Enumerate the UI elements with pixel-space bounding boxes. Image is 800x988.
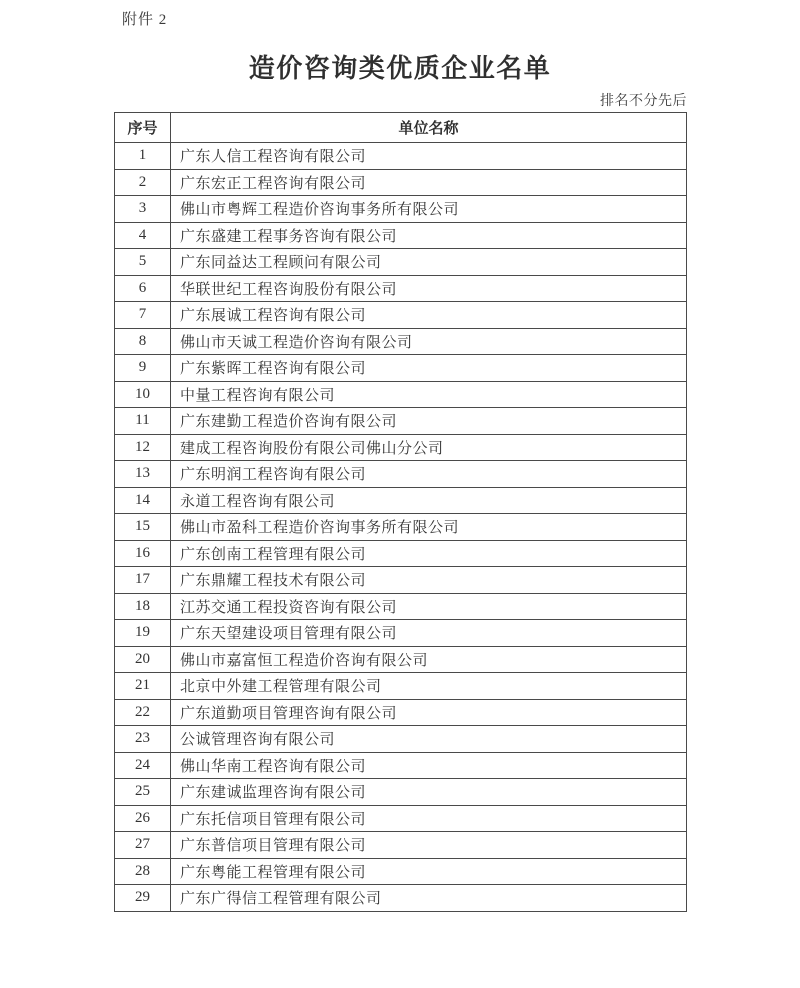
table-body: [115, 143, 687, 912]
company-name-cell: 佛山市天诚工程造价咨询有限公司: [171, 328, 687, 355]
serial-number-cell: 29: [115, 885, 171, 912]
serial-number-cell: 7: [115, 302, 171, 329]
serial-number-cell: 1: [115, 143, 171, 170]
company-name-cell: 广东宏正工程咨询有限公司: [171, 169, 687, 196]
table-row: [115, 487, 687, 514]
table-row: [115, 143, 687, 170]
company-name-cell: 广东鼎耀工程技术有限公司: [171, 567, 687, 594]
serial-number-cell: 6: [115, 275, 171, 302]
serial-number-cell: 28: [115, 858, 171, 885]
serial-number-cell: 5: [115, 249, 171, 276]
table-row: [115, 540, 687, 567]
serial-number-cell: 15: [115, 514, 171, 541]
table-row: [115, 726, 687, 753]
table-row: [115, 646, 687, 673]
page-title: 造价咨询类优质企业名单: [248, 54, 552, 83]
table-row: [115, 885, 687, 912]
serial-number-cell: 14: [115, 487, 171, 514]
serial-number-cell: 10: [115, 381, 171, 408]
serial-number-cell: 18: [115, 593, 171, 620]
company-name-cell: 公诚管理咨询有限公司: [171, 726, 687, 753]
company-name-cell: 广东道勤项目管理咨询有限公司: [171, 699, 687, 726]
company-name-cell: 广东普信项目管理有限公司: [171, 832, 687, 859]
table-row: [115, 355, 687, 382]
company-name-cell: 广东建诚监理咨询有限公司: [171, 779, 687, 806]
serial-number-cell: 16: [115, 540, 171, 567]
table-row: [115, 779, 687, 806]
serial-number-cell: 3: [115, 196, 171, 223]
table-header-row: [115, 113, 687, 143]
company-name-cell: 广东广得信工程管理有限公司: [171, 885, 687, 912]
serial-number-cell: 9: [115, 355, 171, 382]
table-row: [115, 593, 687, 620]
serial-number-cell: 26: [115, 805, 171, 832]
table-row: [115, 328, 687, 355]
serial-number-cell: 27: [115, 832, 171, 859]
company-name-cell: 广东盛建工程事务咨询有限公司: [171, 222, 687, 249]
table-row: [115, 699, 687, 726]
company-name-cell: 永道工程咨询有限公司: [171, 487, 687, 514]
ranking-note: 排名不分先后: [600, 94, 687, 109]
table-row: [115, 461, 687, 488]
serial-number-cell: 17: [115, 567, 171, 594]
company-name-cell: 北京中外建工程管理有限公司: [171, 673, 687, 700]
table-row: [115, 567, 687, 594]
company-name-cell: 江苏交通工程投资咨询有限公司: [171, 593, 687, 620]
company-name-cell: 广东粤能工程管理有限公司: [171, 858, 687, 885]
company-name-cell: 中量工程咨询有限公司: [171, 381, 687, 408]
company-name-cell: 佛山市盈科工程造价咨询事务所有限公司: [171, 514, 687, 541]
company-name-cell: 广东紫晖工程咨询有限公司: [171, 355, 687, 382]
table-row: [115, 275, 687, 302]
company-name-cell: 佛山华南工程咨询有限公司: [171, 752, 687, 779]
table-row: [115, 805, 687, 832]
company-name-cell: 广东明润工程咨询有限公司: [171, 461, 687, 488]
company-name-cell: 广东人信工程咨询有限公司: [171, 143, 687, 170]
serial-number-cell: 13: [115, 461, 171, 488]
company-name-cell: 佛山市粤辉工程造价咨询事务所有限公司: [171, 196, 687, 223]
serial-number-cell: 24: [115, 752, 171, 779]
table-row: [115, 222, 687, 249]
company-name-cell: 佛山市嘉富恒工程造价咨询有限公司: [171, 646, 687, 673]
table-row: [115, 381, 687, 408]
serial-number-cell: 12: [115, 434, 171, 461]
table-row: [115, 620, 687, 647]
serial-number-cell: 25: [115, 779, 171, 806]
serial-number-cell: 4: [115, 222, 171, 249]
table-row: [115, 832, 687, 859]
company-name-cell: 广东创南工程管理有限公司: [171, 540, 687, 567]
company-name-cell: 华联世纪工程咨询股份有限公司: [171, 275, 687, 302]
serial-number-cell: 8: [115, 328, 171, 355]
table-row: [115, 302, 687, 329]
table-row: [115, 196, 687, 223]
table-row: [115, 169, 687, 196]
table-row: [115, 434, 687, 461]
company-name-cell: 广东同益达工程顾问有限公司: [171, 249, 687, 276]
header-company-name: 单位名称: [171, 113, 687, 143]
company-name-cell: 广东建勤工程造价咨询有限公司: [171, 408, 687, 435]
header-serial-number: 序号: [115, 113, 171, 143]
table-row: [115, 408, 687, 435]
company-table: [114, 112, 687, 912]
table-row: [115, 514, 687, 541]
company-name-cell: 广东展诚工程咨询有限公司: [171, 302, 687, 329]
company-name-cell: 广东托信项目管理有限公司: [171, 805, 687, 832]
serial-number-cell: 20: [115, 646, 171, 673]
table-row: [115, 858, 687, 885]
serial-number-cell: 23: [115, 726, 171, 753]
serial-number-cell: 21: [115, 673, 171, 700]
serial-number-cell: 11: [115, 408, 171, 435]
serial-number-cell: 22: [115, 699, 171, 726]
company-name-cell: 广东天望建设项目管理有限公司: [171, 620, 687, 647]
serial-number-cell: 2: [115, 169, 171, 196]
company-name-cell: 建成工程咨询股份有限公司佛山分公司: [171, 434, 687, 461]
table-row: [115, 249, 687, 276]
serial-number-cell: 19: [115, 620, 171, 647]
table-row: [115, 752, 687, 779]
table-row: [115, 673, 687, 700]
attachment-label: 附件 2: [122, 12, 168, 28]
